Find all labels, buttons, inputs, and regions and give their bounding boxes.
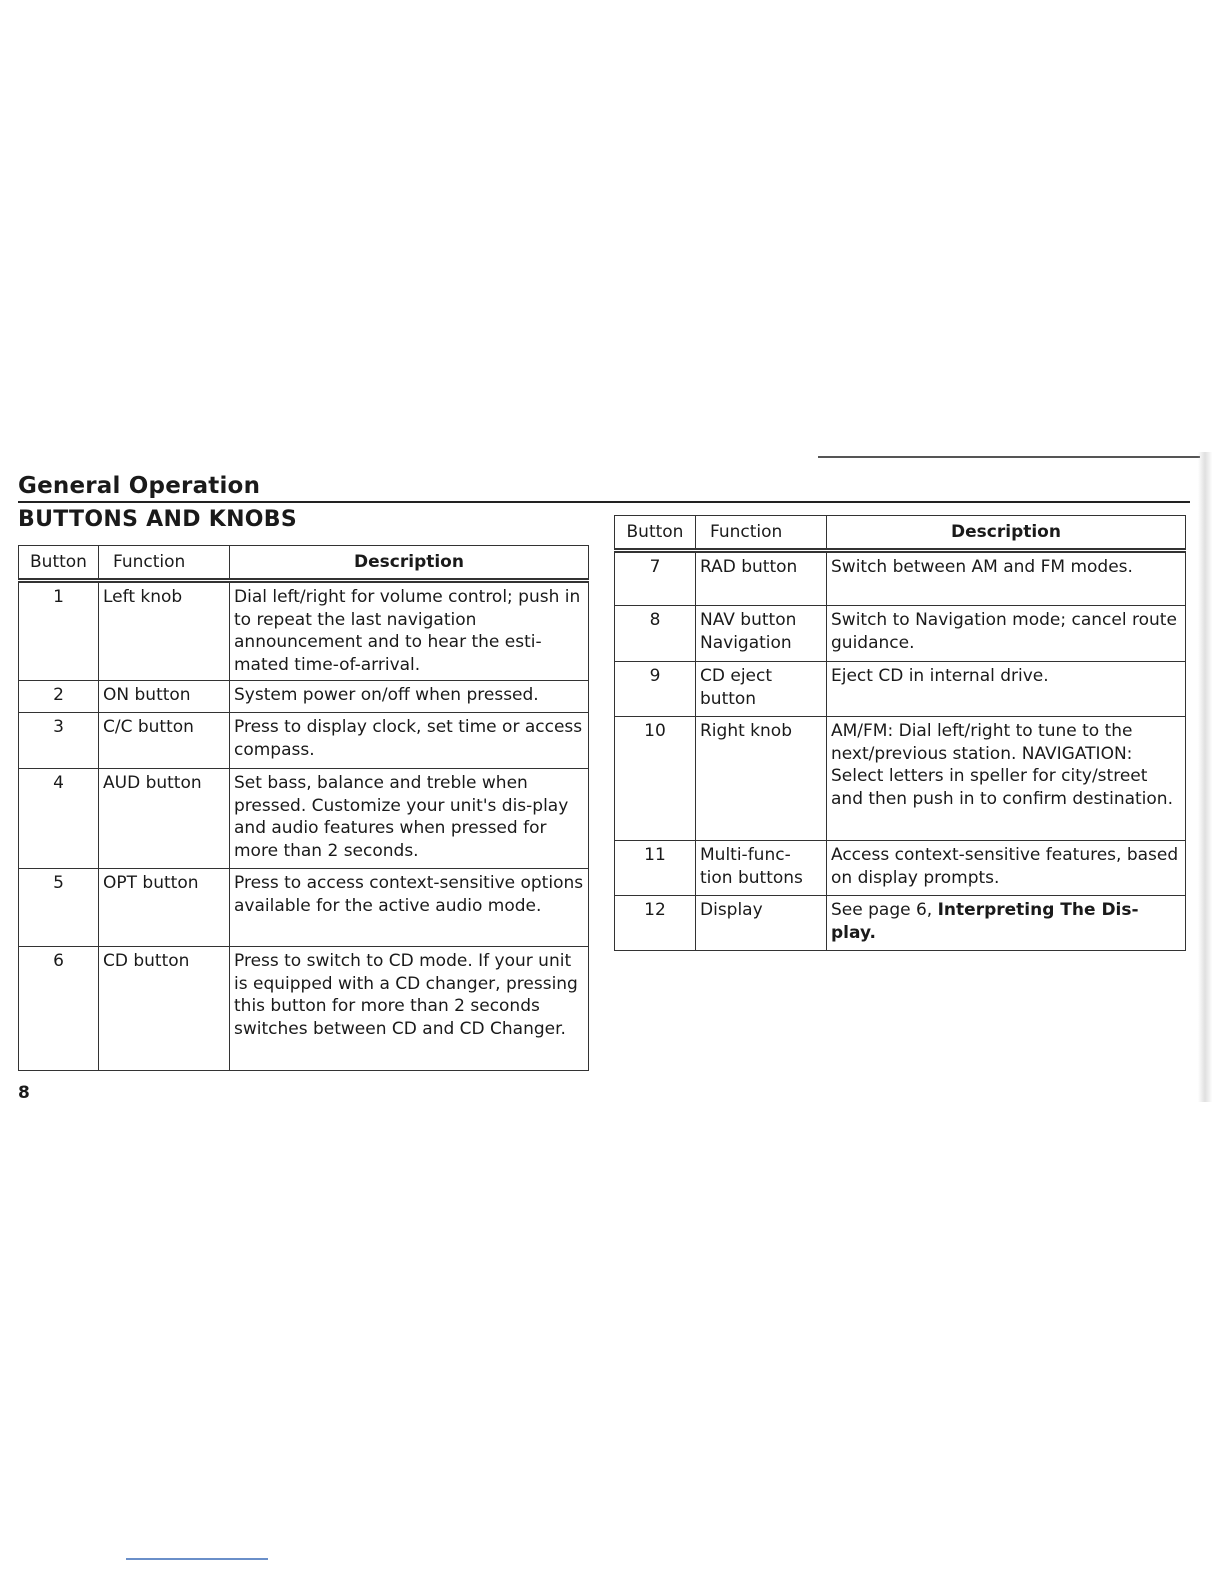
- buttons-table-left: [18, 545, 589, 1071]
- button-description: Press to switch to CD mode. If your unit is equipped with a CD changer, pressing this button for more than 2 seconds switches between CD and CD Changer.: [230, 947, 589, 1071]
- button-description: Switch between AM and FM modes.: [827, 551, 1186, 606]
- button-description: Switch to Navigation mode; cancel route guidance.: [827, 606, 1186, 662]
- table-row: [615, 551, 1186, 606]
- button-description: Access context-sensitive features, based on display prompts.: [827, 841, 1186, 896]
- button-number: 11: [615, 841, 696, 896]
- button-number: 8: [615, 606, 696, 662]
- button-description: Press to access context-sensitive options available for the active audio mode.: [230, 869, 589, 947]
- button-function: RAD button: [696, 551, 827, 606]
- button-number: 10: [615, 717, 696, 841]
- button-description: Press to display clock, set time or access compass.: [230, 713, 589, 769]
- button-number: 7: [615, 551, 696, 606]
- column-header-description: Description: [230, 546, 589, 581]
- table-row: [615, 841, 1186, 896]
- button-number: 12: [615, 896, 696, 951]
- button-function: CD eject button: [696, 662, 827, 717]
- section-title: General Operation: [18, 473, 261, 499]
- button-number: 6: [19, 947, 99, 1071]
- description-text: See page 6,: [831, 900, 938, 920]
- button-function: NAV button Navigation: [696, 606, 827, 662]
- column-header-button: Button: [19, 546, 99, 581]
- button-number: 1: [19, 581, 99, 681]
- table-row: [615, 662, 1186, 717]
- button-function: Left knob: [99, 581, 230, 681]
- button-number: 4: [19, 769, 99, 869]
- page-number: 8: [18, 1083, 30, 1103]
- button-function: C/C button: [99, 713, 230, 769]
- button-function: OPT button: [99, 869, 230, 947]
- section-rule: [18, 501, 1190, 503]
- table-row: [19, 869, 589, 947]
- button-number: 9: [615, 662, 696, 717]
- table-row: [615, 717, 1186, 841]
- page-subtitle: BUTTONS AND KNOBS: [18, 507, 298, 532]
- top-decorative-rule: [818, 456, 1200, 458]
- column-header-description: Description: [827, 516, 1186, 551]
- button-number: 3: [19, 713, 99, 769]
- table-row: [615, 896, 1186, 951]
- button-function: ON button: [99, 681, 230, 713]
- bottom-decorative-line: [126, 1558, 268, 1560]
- column-header-function: Function: [696, 516, 827, 551]
- table-row: [19, 681, 589, 713]
- scan-edge-shadow: [1198, 452, 1212, 1102]
- button-function: AUD button: [99, 769, 230, 869]
- table-row: [19, 581, 589, 681]
- button-function: CD button: [99, 947, 230, 1071]
- button-description: Eject CD in internal drive.: [827, 662, 1186, 717]
- table-row: [19, 769, 589, 869]
- button-description: System power on/off when pressed.: [230, 681, 589, 713]
- button-number: 5: [19, 869, 99, 947]
- table-row: [19, 713, 589, 769]
- button-function: Display: [696, 896, 827, 951]
- table-row: [19, 947, 589, 1071]
- buttons-table-right: [614, 515, 1186, 951]
- button-description: Set bass, balance and treble when pressed. Customize your unit's dis-play and audio features when pressed for more than 2 seconds.: [230, 769, 589, 869]
- button-function: Multi-func-tion buttons: [696, 841, 827, 896]
- table-header-row: [19, 546, 589, 581]
- button-description: [827, 896, 1186, 951]
- button-description: Dial left/right for volume control; push in to repeat the last navigation announcement and to hear the esti-mated time-of-arrival.: [230, 581, 589, 681]
- table-row: [615, 606, 1186, 662]
- column-header-function: Function: [99, 546, 230, 581]
- table-header-row: [615, 516, 1186, 551]
- button-function: Right knob: [696, 717, 827, 841]
- column-header-button: Button: [615, 516, 696, 551]
- button-number: 2: [19, 681, 99, 713]
- page-reference-link-text: Interpreting The Dis-play.: [831, 900, 1139, 943]
- button-description: AM/FM: Dial left/right to tune to the next/previous station. NAVIGATION: Select letters in speller for city/street and then push in to confirm destination.: [827, 717, 1186, 841]
